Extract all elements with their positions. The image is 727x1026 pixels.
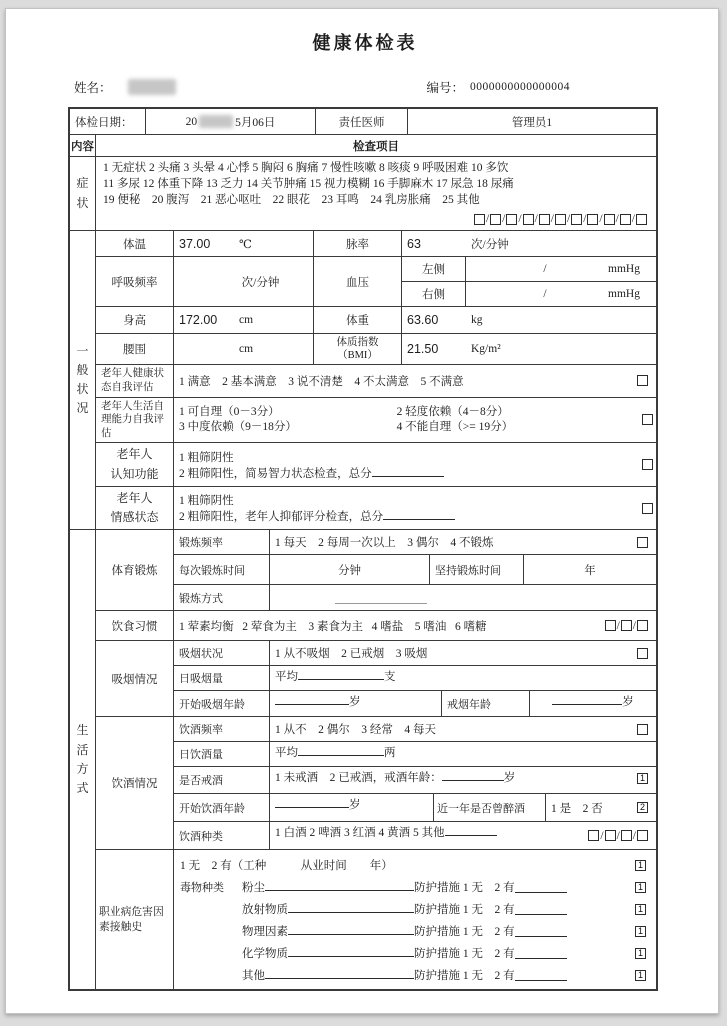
checkbox[interactable] (605, 620, 616, 631)
checkbox[interactable] (490, 214, 501, 225)
checkbox[interactable] (539, 214, 550, 225)
lifestyle-label: 生活方式 (76, 723, 89, 795)
cognition-checkbox-cell (642, 443, 656, 485)
pulse-unit: 次/分钟 (471, 238, 509, 251)
cognition-row (96, 443, 656, 486)
checkbox[interactable]: 1 (635, 948, 646, 959)
drinking-start-value-cell: 岁 (270, 794, 434, 821)
bp-left-label-cell: 左侧 (402, 257, 466, 281)
waist-unit: cm (239, 343, 254, 356)
checkbox[interactable] (620, 214, 631, 225)
bp-left-row (402, 257, 656, 282)
waist-label-cell: 腰围 (96, 334, 174, 364)
protect-blank[interactable] (515, 969, 567, 981)
elder-selfcare-row (96, 398, 656, 444)
elder-selfcare-opt4: 4 不能自理（>= 19分） (396, 420, 514, 433)
resp-unit: 次/分钟 (241, 276, 280, 289)
elder-selfcare-checkbox-cell (642, 398, 656, 443)
toxin-type-label: 毒物种类 (180, 882, 224, 895)
drinking-kind-other-blank[interactable] (445, 824, 497, 836)
cognition-line1: 1 粗筛阴性 (179, 451, 234, 464)
lifestyle-section (70, 530, 656, 989)
elder-health-options-cell (174, 365, 656, 396)
occupational-item-row: 物理因素 防护措施 1 无 2 有 1 (180, 920, 649, 942)
lifestyle-label-cell (70, 530, 96, 989)
checkbox[interactable]: 1 (635, 926, 646, 937)
smoking-start-value-cell: 岁 (270, 691, 442, 716)
bp-left-slash: / (543, 263, 547, 275)
drinking-quit-options-cell: 1 未戒酒 2 已戒酒，戒酒年龄： 岁 1 (270, 767, 656, 793)
checkbox[interactable] (474, 214, 485, 225)
checkbox[interactable]: 1 (635, 904, 646, 915)
checkbox[interactable] (637, 724, 648, 735)
doctor-value: 管理员1 (511, 116, 553, 129)
symptoms-line: 11 多尿 12 体重下降 13 乏力 14 关节肿痛 15 视力模糊 16 手脚麻木 17 尿急 18 尿痛 (103, 178, 514, 190)
elder-selfcare-opt1: 1 可自理（0－3分） (179, 405, 280, 418)
exam-date-label-cell (70, 109, 146, 134)
smoking-group (96, 641, 656, 717)
smoking-quit-value-cell: 岁 (530, 691, 656, 716)
checkbox[interactable] (555, 214, 566, 225)
height-label-cell: 身高 (96, 307, 174, 333)
temp-label-cell: 体温 (96, 231, 174, 256)
symptoms-checkbox-group: / / / / / / / / / / (474, 213, 647, 225)
smoking-daily-blank[interactable] (298, 668, 384, 680)
toxin-blank[interactable] (288, 901, 414, 913)
checkbox[interactable] (637, 375, 648, 386)
weight-label-cell: 体重 (314, 307, 402, 333)
exercise-duration-value-cell: 分钟 (270, 555, 430, 584)
cognition-score-blank[interactable] (372, 465, 444, 477)
smoking-daily-row (174, 666, 656, 691)
resp-value-cell (174, 257, 314, 306)
drinking-kind-checkbox-group: / / / (588, 830, 648, 842)
bp-right-unit: mmHg (608, 288, 640, 300)
smoking-quit-blank[interactable] (552, 693, 622, 705)
code-value: 0000000000000004 (470, 81, 570, 93)
symptoms-section-label: 症状 (76, 176, 89, 210)
doctor-label-cell (316, 109, 408, 134)
elder-selfcare-opt3: 3 中度依赖（9－18分） (179, 420, 297, 433)
emotion-line1: 1 粗筛阴性 (179, 495, 234, 508)
checkbox[interactable] (637, 648, 648, 659)
drinking-daily-row (174, 742, 656, 767)
exercise-persist-value-cell: 年 (584, 564, 596, 577)
height-unit: cm (239, 314, 254, 326)
drinking-freq-label-cell: 饮酒频率 (174, 717, 270, 741)
height-value-cell (174, 307, 314, 333)
exercise-mode-row (174, 585, 656, 610)
exercise-freq-options-cell: 1 每天 2 每周一次以上 3 偶尔 4 不锻炼 (270, 530, 656, 554)
temp-value-cell (174, 231, 314, 256)
bp-label-cell: 血压 (314, 257, 402, 306)
checkbox[interactable] (571, 214, 582, 225)
exam-date-label: 体检日期： (75, 116, 133, 129)
toxin-blank[interactable] (288, 945, 414, 957)
drinking-quit-age-blank[interactable] (442, 769, 504, 781)
smoking-daily-value-cell: 平均 支 (270, 666, 656, 690)
weight-value: 63.60 (407, 313, 439, 327)
weight-value-cell (402, 307, 656, 333)
drunk-options-cell: 1 是 2 否 2 (546, 794, 656, 821)
cognition-line2: 2 粗筛阳性，简易智力状态检查，总分 (179, 467, 372, 480)
checkbox[interactable] (637, 537, 648, 548)
symptoms-content (96, 157, 656, 230)
cognition-label-cell: 老年人 认知功能 (96, 443, 174, 485)
drunk-label-cell: 近一年是否曾醉酒 (434, 794, 546, 821)
drinking-freq-options-cell: 1 从不 2 偶尔 3 经常 4 每天 (270, 717, 656, 741)
smoking-status-options-cell: 1 从不吸烟 2 已戒烟 3 吸烟 (270, 641, 656, 665)
drinking-group (96, 717, 656, 850)
bp-right-label-cell: 右侧 (402, 282, 466, 306)
elder-health-label-cell: 老年人健康状态自我评估 (96, 365, 174, 396)
waist-value-cell (174, 334, 314, 364)
diet-options-cell: 1 荤素均衡 2 荤食为主 3 素食为主 4 嗜盐 5 嗜油 6 嗜糖 / / (174, 611, 656, 640)
drinking-start-blank[interactable] (275, 796, 349, 808)
exercise-mode-blank[interactable] (335, 592, 427, 604)
checkbox[interactable] (642, 503, 653, 514)
content-column-header: 内容 (70, 135, 96, 156)
form-title: 健康体检表 (312, 33, 418, 53)
exercise-mode-label-cell: 锻炼方式 (174, 585, 270, 610)
exercise-duration-row (174, 555, 656, 585)
bmi-value: 21.50 (407, 342, 439, 357)
checkbox[interactable]: 1 (637, 773, 648, 784)
redacted-name-value (128, 79, 176, 95)
elder-health-row (96, 365, 656, 397)
checkbox[interactable] (637, 620, 648, 631)
protect-blank[interactable] (515, 903, 567, 915)
resp-bp-row (96, 257, 656, 307)
symptoms-section-label-cell (70, 157, 96, 230)
bmi-label-cell: 体质指数 （BMI） (314, 334, 402, 364)
emotion-checkbox-cell (642, 487, 656, 529)
occupational-group-label: 职业病危害因素接触史 (96, 850, 174, 989)
resp-label-cell: 呼吸频率 (96, 257, 174, 306)
protect-blank[interactable] (515, 947, 567, 959)
toxin-blank[interactable] (288, 923, 414, 935)
bmi-unit: Kg/m² (471, 343, 501, 356)
smoking-status-label-cell: 吸烟状况 (174, 641, 270, 665)
occupational-line1: 1 无 2 有（工种 从业时间 年） 1 (180, 854, 649, 876)
drinking-daily-blank[interactable] (298, 744, 384, 756)
checkbox[interactable] (523, 214, 534, 225)
elder-selfcare-opt2: 2 轻度依赖（4－8分） (396, 405, 509, 418)
drinking-kind-row (174, 822, 656, 849)
drinking-daily-label-cell: 日饮酒量 (174, 742, 270, 766)
checkbox[interactable]: 2 (637, 802, 648, 813)
exercise-freq-row (174, 530, 656, 555)
occupational-item-row: 放射物质 防护措施 1 无 2 有 1 (180, 898, 649, 920)
pulse-label-cell: 脉率 (314, 231, 402, 256)
document-page (5, 8, 719, 1014)
exam-date-suffix: 5月06日 (235, 116, 276, 129)
exercise-mode-value-cell (270, 585, 656, 610)
bp-right-slash: / (543, 288, 547, 300)
emotion-label-cell: 老年人 情感状态 (96, 487, 174, 529)
checkbox[interactable]: 1 (635, 882, 646, 893)
bp-left-value-cell (466, 257, 656, 281)
smoking-quit-label-cell: 戒烟年龄 (442, 691, 530, 716)
drinking-daily-value-cell: 平均 两 (270, 742, 656, 766)
protect-blank[interactable] (515, 881, 567, 893)
temp-unit: ℃ (239, 238, 252, 251)
drinking-quit-row (174, 767, 656, 794)
protect-blank[interactable] (515, 925, 567, 937)
exercise-group-label: 体育锻炼 (96, 530, 174, 610)
toxin-blank[interactable] (265, 967, 414, 979)
exercise-persist-label-cell: 坚持锻炼时间 (430, 555, 524, 584)
occupational-item-row: 化学物质 防护措施 1 无 2 有 1 (180, 942, 649, 964)
bp-right-value-cell (466, 282, 656, 306)
exercise-freq-label-cell: 锻炼频率 (174, 530, 270, 554)
health-exam-table (68, 107, 658, 991)
doctor-label: 责任医师 (338, 116, 385, 129)
name-label: 姓名： (74, 81, 112, 95)
checkbox[interactable] (588, 830, 599, 841)
smoking-start-blank[interactable] (275, 693, 349, 705)
occupational-item-row: 毒物种类 粉尘 防护措施 1 无 2 有 1 (180, 876, 649, 898)
occupational-item-row: 其他 防护措施 1 无 2 有 1 (180, 964, 649, 986)
code-label: 编号： (426, 81, 464, 95)
drinking-freq-row (174, 717, 656, 742)
diet-label: 饮食习惯 (96, 611, 174, 640)
elder-health-options: 1 满意 2 基本满意 3 说不清楚 4 不太满意 5 不满意 (179, 375, 464, 388)
bmi-value-cell (402, 334, 656, 364)
bp-right-row (402, 282, 656, 306)
checkbox[interactable] (506, 214, 517, 225)
checkbox[interactable] (621, 830, 632, 841)
drinking-start-label-cell: 开始饮酒年龄 (174, 794, 270, 821)
height-weight-row (96, 307, 656, 334)
general-status-label: 一般状况 (76, 343, 89, 416)
general-status-section (70, 231, 656, 530)
symptoms-line: 19 便秘 20 腹泻 21 恶心呕吐 22 眼花 23 耳鸣 24 乳房胀痛 25 其他 (103, 194, 480, 206)
checkbox[interactable] (605, 830, 616, 841)
pulse-value-cell (402, 231, 656, 256)
smoking-start-label-cell: 开始吸烟年龄 (174, 691, 270, 716)
exercise-duration-label-cell: 每次锻炼时间 (174, 555, 270, 584)
smoking-group-label: 吸烟情况 (96, 641, 174, 716)
checkbox[interactable] (642, 459, 653, 470)
symptoms-line: 1 无症状 2 头痛 3 头晕 4 心悸 5 胸闷 6 胸痛 7 慢性咳嗽 8 咳痰 9 呼吸困难 10 多饮 (103, 162, 509, 174)
elder-selfcare-label-cell: 老年人生活自理能力自我评估 (96, 398, 174, 443)
drinking-quit-label-cell: 是否戒酒 (174, 767, 270, 793)
smoking-status-row (174, 641, 656, 666)
emotion-score-blank[interactable] (383, 508, 455, 520)
height-value: 172.00 (179, 313, 218, 327)
checkbox[interactable] (587, 214, 598, 225)
pulse-value: 63 (407, 236, 421, 251)
bp-left-unit: mmHg (608, 263, 640, 275)
drinking-kind-options-cell: 1 白酒 2 啤酒 3 红酒 4 黄酒 5 其他 / / / (270, 822, 656, 849)
drinking-kind-label-cell: 饮酒种类 (174, 822, 270, 849)
exam-info-row (70, 109, 656, 135)
checkbox[interactable] (637, 830, 648, 841)
diet-row (96, 611, 656, 641)
symptoms-section (70, 157, 656, 231)
check-items-column-header: 检查项目 (353, 140, 399, 153)
drinking-group-label: 饮酒情况 (96, 717, 174, 849)
diet-checkbox-group: / / (605, 620, 648, 632)
checkbox[interactable] (636, 214, 647, 225)
checkbox[interactable] (621, 620, 632, 631)
temp-value: 37.00 (179, 236, 211, 251)
waist-bmi-row (96, 334, 656, 365)
exam-date-prefix: 20 (185, 115, 198, 128)
exercise-group (96, 530, 656, 611)
drinking-start-row (174, 794, 656, 822)
checkbox[interactable]: 1 (635, 970, 646, 981)
smoking-age-row (174, 691, 656, 716)
weight-unit: kg (471, 314, 483, 326)
checkbox[interactable]: 1 (635, 860, 646, 871)
occupational-group (96, 850, 656, 989)
smoking-daily-label-cell: 日吸烟量 (174, 666, 270, 690)
name-code-row (74, 77, 662, 97)
redacted-date-part (199, 115, 233, 128)
exam-date-value-cell (146, 109, 316, 134)
doctor-value-cell (408, 109, 656, 134)
checkbox[interactable] (642, 414, 653, 425)
emotion-row (96, 487, 656, 529)
checkbox[interactable] (604, 214, 615, 225)
toxin-blank[interactable] (265, 879, 414, 891)
general-status-label-cell (70, 231, 96, 529)
emotion-line2: 2 粗筛阳性，老年人抑郁评分检查，总分 (179, 511, 384, 524)
column-header-row (70, 135, 656, 157)
temp-pulse-row (96, 231, 656, 257)
